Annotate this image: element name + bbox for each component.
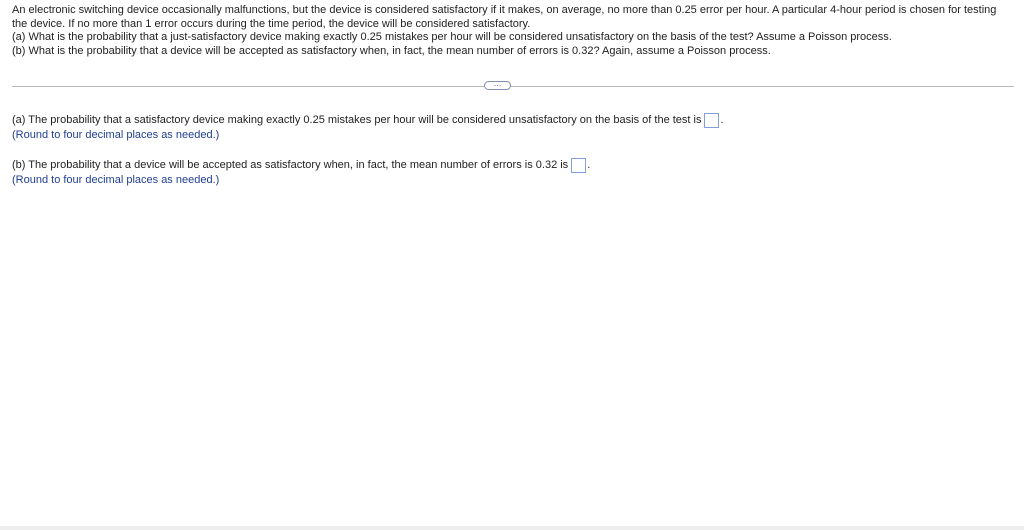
answer-section-b xyxy=(12,158,590,188)
question-part-b: (b) What is the probability that a device will be accepted as satisfactory when, in fact, the mean number of errors is 0.32? Again, assume a Poisson process. xyxy=(12,44,771,57)
bottom-bar xyxy=(0,526,1024,530)
answer-b-input[interactable] xyxy=(571,158,586,173)
answer-a-input[interactable] xyxy=(704,113,719,128)
question-intro: An electronic switching device occasionally malfunctions, but the device is considered satisfactory if it makes, on average, no more than 0.25 error per hour. A particular 4-hour period is chosen for testing the device. If no more than 1 error occurs during the time period, the device will be considered satisfactory. xyxy=(12,4,997,30)
answer-section-a xyxy=(12,113,724,143)
answer-b-hint: (Round to four decimal places as needed.) xyxy=(12,174,220,186)
answer-b-period: . xyxy=(587,159,591,171)
ellipsis-icon: … xyxy=(493,79,502,88)
section-divider xyxy=(12,86,1014,87)
expand-question-button[interactable] xyxy=(484,81,511,90)
answer-a-line xyxy=(12,113,724,128)
answer-a-period: . xyxy=(720,114,724,126)
question-part-a: (a) What is the probability that a just-satisfactory device making exactly 0.25 mistakes per hour will be considered unsatisfactory on the basis of the test? Assume a Poisson process. xyxy=(12,31,892,43)
answer-a-hint: (Round to four decimal places as needed.) xyxy=(12,129,220,141)
answer-b-line xyxy=(12,158,590,173)
question-text xyxy=(12,4,1012,58)
answer-a-prompt: (a) The probability that a satisfactory device making exactly 0.25 mistakes per hour will be considered unsatisfactory on the basis of the test is xyxy=(12,114,702,126)
answer-b-prompt: (b) The probability that a device will be accepted as satisfactory when, in fact, the mean number of errors is 0.32 is xyxy=(12,159,569,171)
